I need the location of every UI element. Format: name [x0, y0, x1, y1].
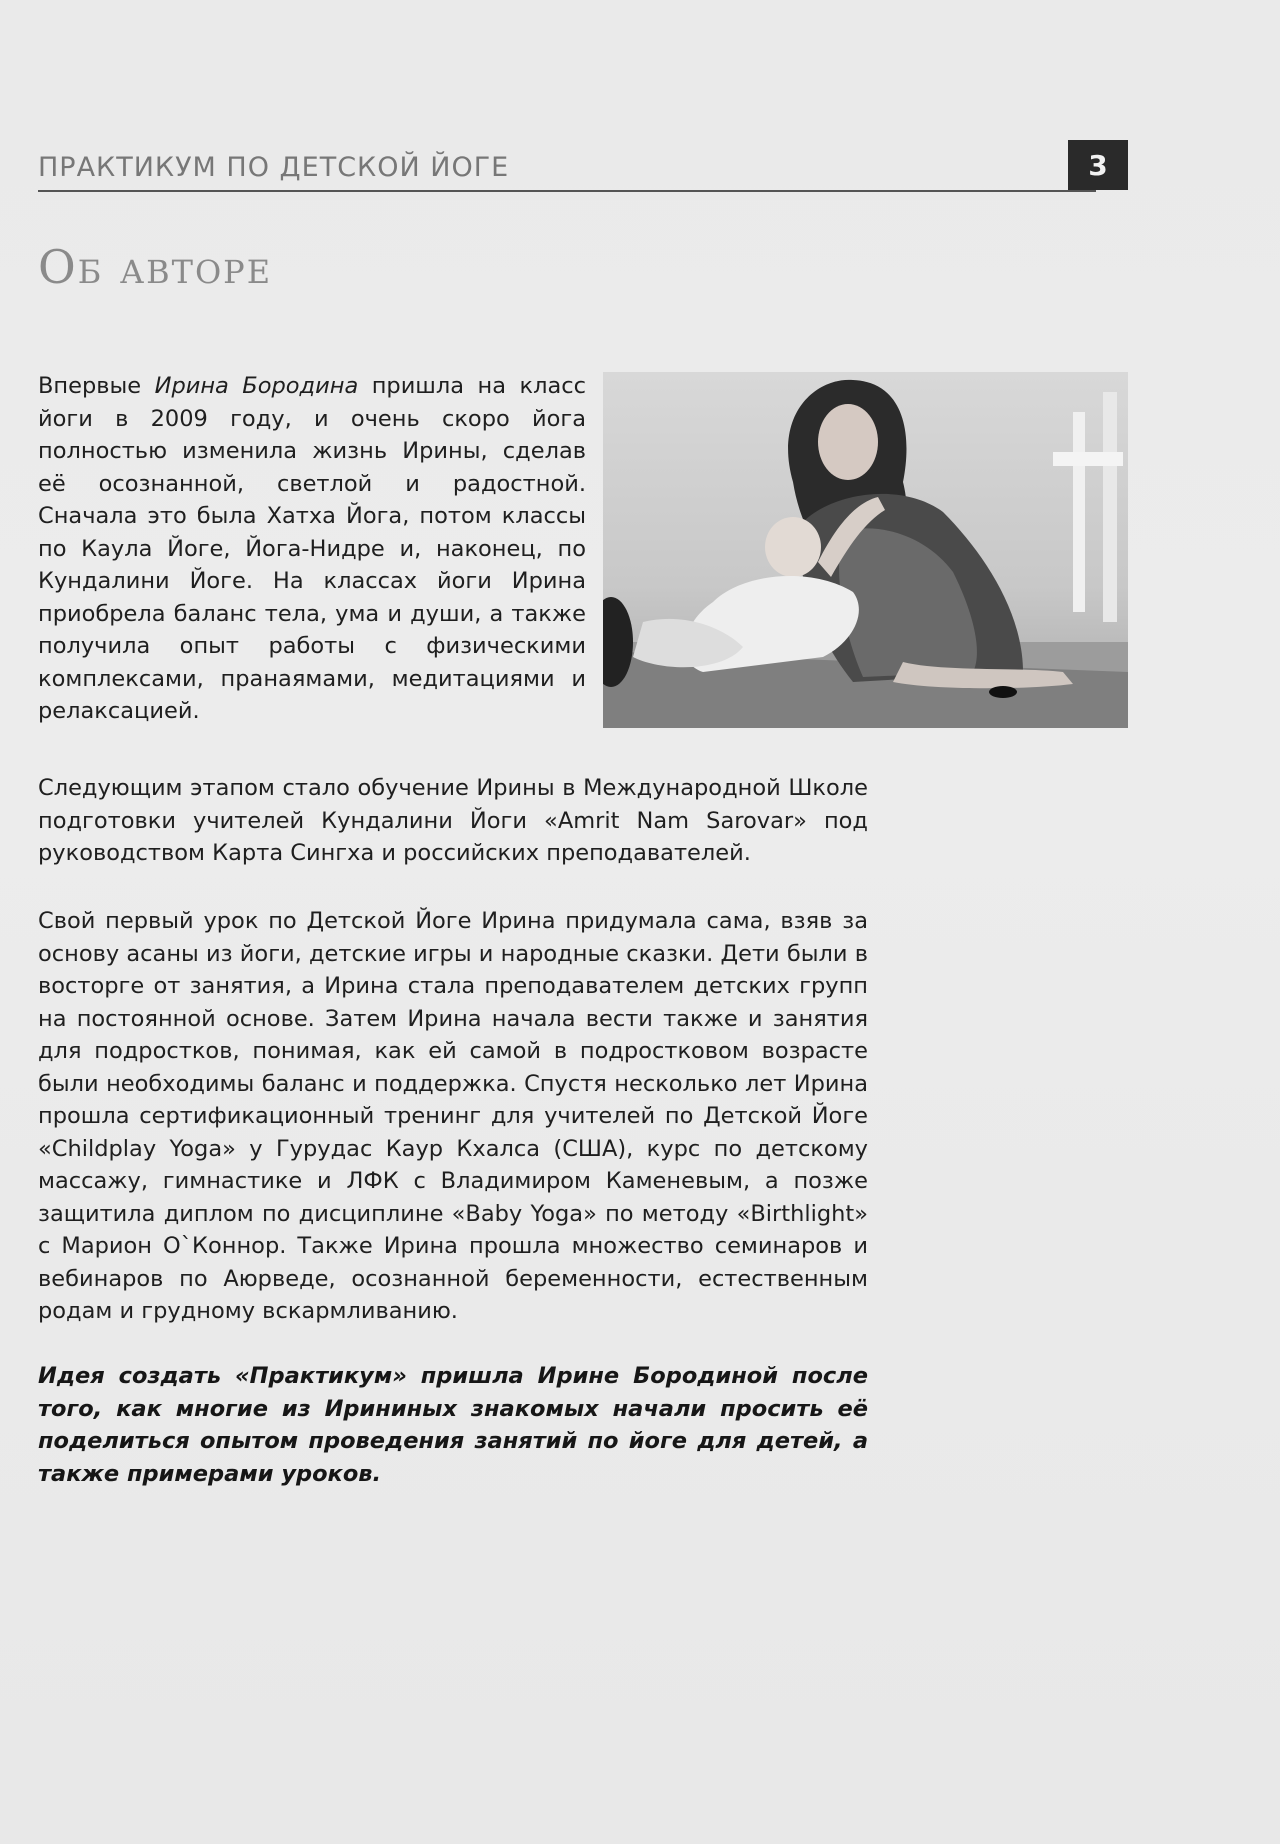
paragraph-intro-lead: Впервые — [38, 373, 155, 399]
paragraph-idea: Идея создать «Практикум» пришла Ирине Бородиной после того, как многие из Ирининых знакомых начали просить её поделиться опытом проведения занятий по йоге для детей, а также примерами уроков. — [38, 1363, 868, 1487]
paragraph-teaching: Свой первый урок по Детской Йоге Ирина придумала сама, взяв за основу асаны из йоги, детские игры и народные сказки. Дети были в восторге от занятия, а Ирина стала преподавателем детских групп на постоянной основе. Затем Ирина начала вести также и занятия для подростков, понимая, как ей самой в подростковом возрасте были необходимы баланс и поддержка. Спустя несколько лет Ирина прошла сертификационный тренинг для учителей по Детской Йоге «Childplay Yoga» у Гурудас Каур Кхалса (США), курс по детскому массажу, гимнастике и ЛФК с Владимиром Каменевым, а позже защитила диплом по дисциплине «Baby Yoga» по методу «Birthlight» с Марион О`Коннор. Также Ирина прошла множество семинаров и вебинаров по Аюрведе, осознанной беременности, естественным родам и грудному вскармливанию. — [38, 908, 868, 1324]
running-header-title: ПРАКТИКУМ ПО ДЕТСКОЙ ЙОГЕ — [38, 152, 510, 183]
author-photo-illustration — [603, 372, 1128, 728]
paragraph-intro-body: пришла на класс йоги в 2009 году, и очень скоро йога полностью изменила жизнь Ирины, сделав её осознанной, светлой и радостной. Сначала это была Хатха Йога, потом классы по Каула Йоге, Йога-Нидре и, наконец, по Кундалини Йоге. На классах йоги Ирина приобрела баланс тела, ума и души, а также получила опыт работы с физическими комплексами, пранаямами, медитациями и релаксацией. — [38, 373, 586, 724]
paragraph-intro — [38, 370, 586, 728]
paragraph-training: Следующим этапом стало обучение Ирины в Международной Школе подготовки учителей Кундалини Йоги «Amrit Nam Sarovar» под руководством Карта Сингха и российских преподавателей. — [38, 775, 868, 866]
author-name: Ирина Бородина — [154, 373, 359, 399]
page-number-badge: 3 — [1068, 140, 1128, 190]
author-photo — [603, 372, 1128, 728]
section-title: Об авторе — [38, 240, 273, 294]
header-divider — [38, 190, 1096, 192]
